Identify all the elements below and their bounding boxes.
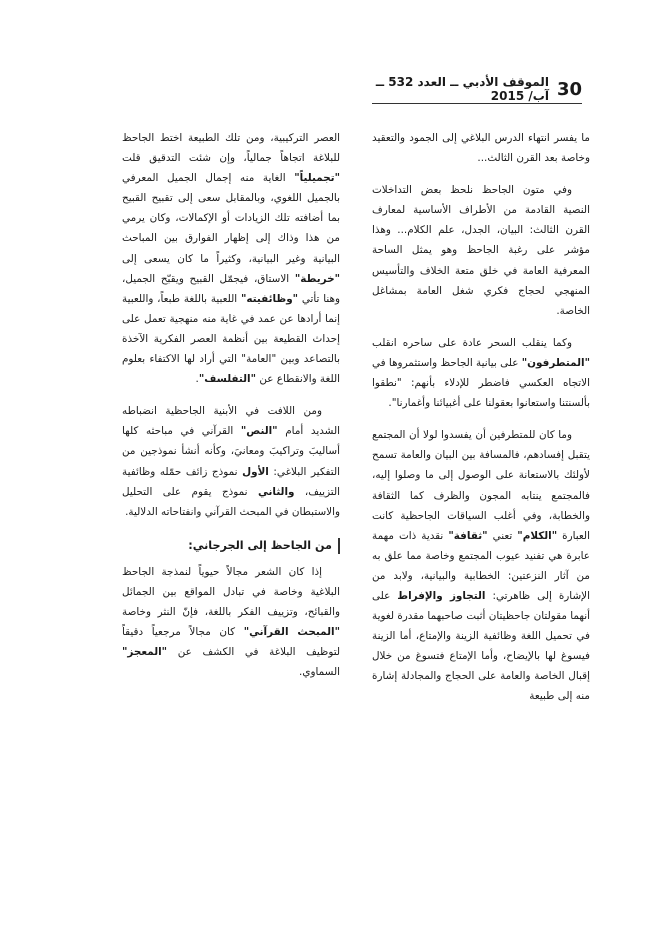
- paragraph: ما يفسر انتهاء الدرس البلاغي إلى الجمود والتعقيد وخاصة بعد القرن الثالث...: [372, 132, 590, 165]
- page-number: 30: [556, 78, 582, 100]
- paragraph: وكما ينقلب السحر عادة على ساحره انقلب "المتطرفون" على بيانية الجاحظ واستثمروها في الاتجاه العكسي فاضطر للإدلاء بأنهم: "نطقوا بألسنتنا واستعانوا بعقولنا على أغبيائنا وأغمارنا".: [371, 336, 590, 410]
- page-header: [372, 76, 582, 102]
- paragraph: وما كان للمتطرفين أن يفسدوا لولا أن المجتمع يتقبل إفسادهم، فالمسافة بين البيان والعامة تسمح لأولئك بالاستعانة على الوصول إلى ما وصلوا إليه، فالمجتمع ينتابه المجون والظرف كما الثقافة والخطابة، وفي أغلب السياقات الجاحظية كانت العبارة "الكلام" تعني "ثقافة" نقدية ذات مهمة عابرة هي تفنيد عيوب المجتمع وخاصة مما علق به من آثار النزعتين: الخطابية والبيانية، ولابد من الإشارة إلى ظاهرتي: التجاوز والإفراط على أنهما مقولتان جاحظيتان أثبت صاحبهما مقدرة لغوية في تحميل اللغة وظائفية الزينة والإمتاع، أما الزينة فيسوغ لها بالإيضاح، وأما الإمتاع فتسوغ من خلال إقبال الخاصة والعامة على الحجاج والمجادلة إشارة منه إلى طبيعة: [372, 429, 590, 703]
- paragraph: إذا كان الشعر مجالاً حيوياً لنمذجة الجاحظ البلاغية وخاصة في تبادل المواقع بين الجمائل والقبائح، وتزييف الفكر باللغة، فإنّ النثر وخاصة "المبحث القرآني" كان مجالاً مرجعياً دقيقاً لتوظيف البلاغة في الكشف عن "المعجز" السماوي.: [122, 565, 341, 679]
- running-head: الموقف الأدبي ــ العدد 532 ــ آب/ 2015: [375, 75, 549, 103]
- header-rule: [372, 103, 582, 104]
- paragraph: ومن اللافت في الأبنية الجاحظية انضباطه الشديد أمام "النص" القرآني في مباحثه كلها أساليبَ وتراكيبَ ومعانيَ، وكأنه أنشأ نموذجين من التفكير البلاغي: الأول نموذج زائف حمّله وظائفية التزييف، والثاني نموذج يقوم على التحليل والاستبطان في المبحث القرآني وانفتاحاته الدلالية.: [122, 405, 340, 518]
- heading-marker: [338, 538, 340, 554]
- section-heading: من الجاحظ إلى الجرجاني:: [122, 536, 340, 556]
- paragraph: العصر التركيبية، ومن تلك الطبيعة اختط الجاحظ للبلاغة اتجاهاً جمالياً، وإن شئت التدقيق قلت "تجميلياً" الغاية منه إجمال الجميل المعرفي بالجميل اللغوي، وبالمقابل سعى إلى تقبيح القبيح بما أضافته تلك الزيادات أو الإكمالات، وكان يرمي من هذا وذاك إلى إظهار الفوارق بين المباحث البيانية وغير البيانية، وكثيراً ما كان يسعى إلى "خريطة" الاستاق، فيجمّل القبيح ويقبّح الجميل، وهنا تأتي "وظائفيته" اللعبية باللغة طبعاً، واللعبية إنما أرادها عن عمد في غاية منه منهجية تعمل على إحداث القطيعة بين أنظمة العصر الفكرية الآخذة بالتصاعد وبين "العامة" التي أراد لها الاكتفاء بعلوم اللغة والانقطاع عن "التفلسف".: [122, 132, 341, 386]
- left-column: [122, 128, 340, 694]
- paragraph: وفي متون الجاحظ نلحظ بعض التداخلات النصية القادمة من الأطراف الأساسية لمعارف القرن الثالث: البيان، الجدل، علم الكلام... وهذا مؤشر على رغبة الجاحظ وهو يمثل الساحة المعرفية العامة في خلق متعة الخلاف والتأسيس المنهجي لحجاج فكري شغل العامة بمشاغل الخاصة.: [372, 184, 590, 317]
- right-column: [372, 128, 590, 719]
